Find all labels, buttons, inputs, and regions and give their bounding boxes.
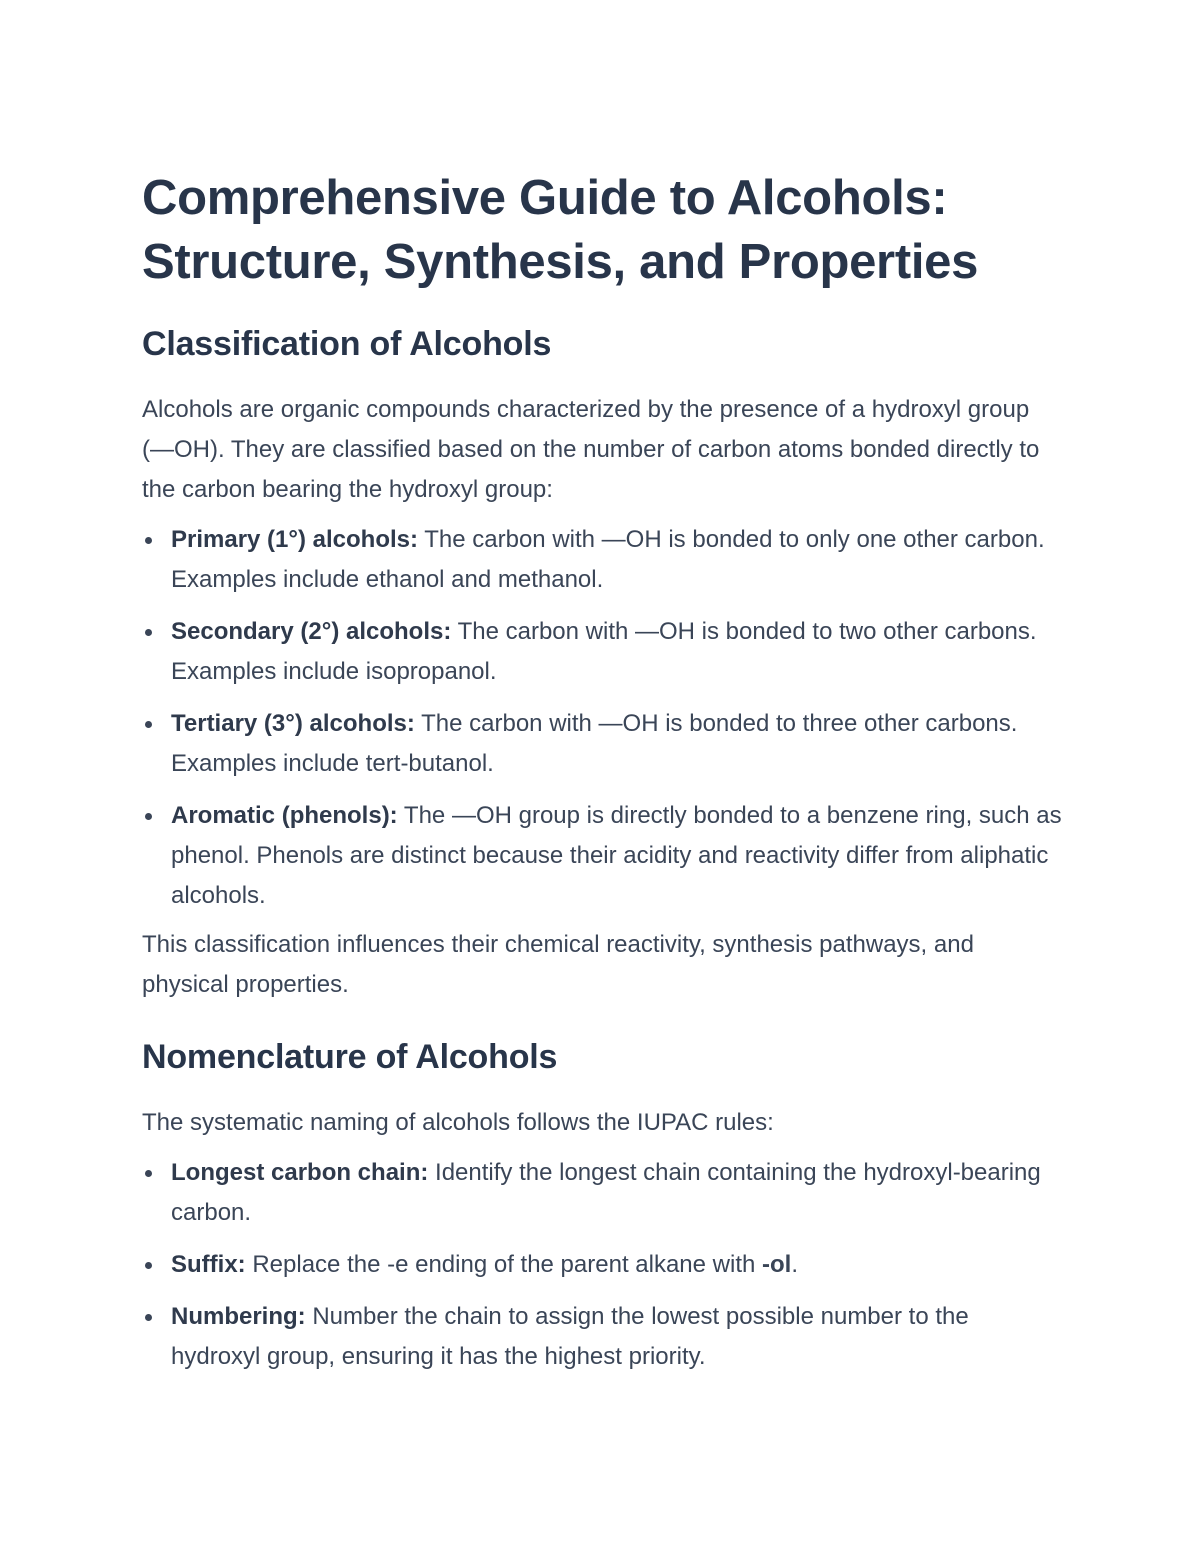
list-item — [142, 1297, 1062, 1377]
nomenclature-list — [142, 1153, 1062, 1377]
list-item-tail: . — [791, 1251, 799, 1278]
page-title — [142, 166, 1062, 294]
suffix-emphasis: -ol — [762, 1251, 792, 1278]
list-item-term: Longest carbon chain: — [171, 1159, 429, 1186]
bullet-icon — [145, 1314, 152, 1321]
document-page — [142, 166, 1062, 1377]
page-title-line-1: Comprehensive Guide to Alcohols: — [142, 171, 948, 225]
list-item — [142, 1245, 1062, 1285]
list-item — [142, 612, 1062, 692]
classification-heading: Classification of Alcohols — [142, 325, 552, 363]
list-item-term: Suffix: — [171, 1251, 246, 1278]
classification-closing: This classification influences their chemical reactivity, synthesis pathways, and physical properties. — [142, 931, 974, 998]
bullet-icon — [145, 537, 152, 544]
list-item-text: Identify the longest chain containing the hydroxyl-bearing carbon. — [171, 1159, 1041, 1226]
bullet-icon — [145, 1262, 152, 1269]
list-item-text: The carbon with —OH is bonded to three other carbons. Examples include tert-butanol. — [171, 710, 1018, 777]
nomenclature-intro: The systematic naming of alcohols follows the IUPAC rules: — [142, 1109, 774, 1136]
list-item-term: Aromatic (phenols): — [171, 802, 398, 829]
list-item-text: The —OH group is directly bonded to a benzene ring, such as phenol. Phenols are distinct because their acidity and reactivity differ from aliphatic alcohols. — [171, 802, 1062, 909]
bullet-icon — [145, 629, 152, 636]
list-item-term: Tertiary (3°) alcohols: — [171, 710, 415, 737]
list-item-term: Numbering: — [171, 1303, 306, 1330]
list-item-text: Replace the -e ending of the parent alkane with — [245, 1251, 763, 1278]
list-item-text: The carbon with —OH is bonded to two other carbons. Examples include isopropanol. — [171, 618, 1037, 685]
bullet-icon — [145, 1170, 152, 1177]
bullet-icon — [145, 813, 152, 820]
list-item-text: The carbon with —OH is bonded to only one other carbon. Examples include ethanol and methanol. — [171, 526, 1045, 593]
list-item — [142, 1153, 1062, 1233]
list-item-text: Number the chain to assign the lowest possible number to the hydroxyl group, ensuring it has the highest priority. — [171, 1303, 969, 1370]
page-title-line-2: Structure, Synthesis, and Properties — [142, 235, 979, 289]
list-item — [142, 520, 1062, 600]
list-item — [142, 704, 1062, 784]
list-item-term: Secondary (2°) alcohols: — [171, 618, 452, 645]
bullet-icon — [145, 721, 152, 728]
list-item — [142, 796, 1062, 916]
classification-list — [142, 520, 1062, 916]
nomenclature-heading: Nomenclature of Alcohols — [142, 1038, 558, 1076]
list-item-term: Primary (1°) alcohols: — [171, 526, 419, 553]
classification-intro: Alcohols are organic compounds characterized by the presence of a hydroxyl group (—OH). They are classified based on the number of carbon atoms bonded directly to the carbon bearing the hydroxyl group: — [142, 396, 1040, 503]
